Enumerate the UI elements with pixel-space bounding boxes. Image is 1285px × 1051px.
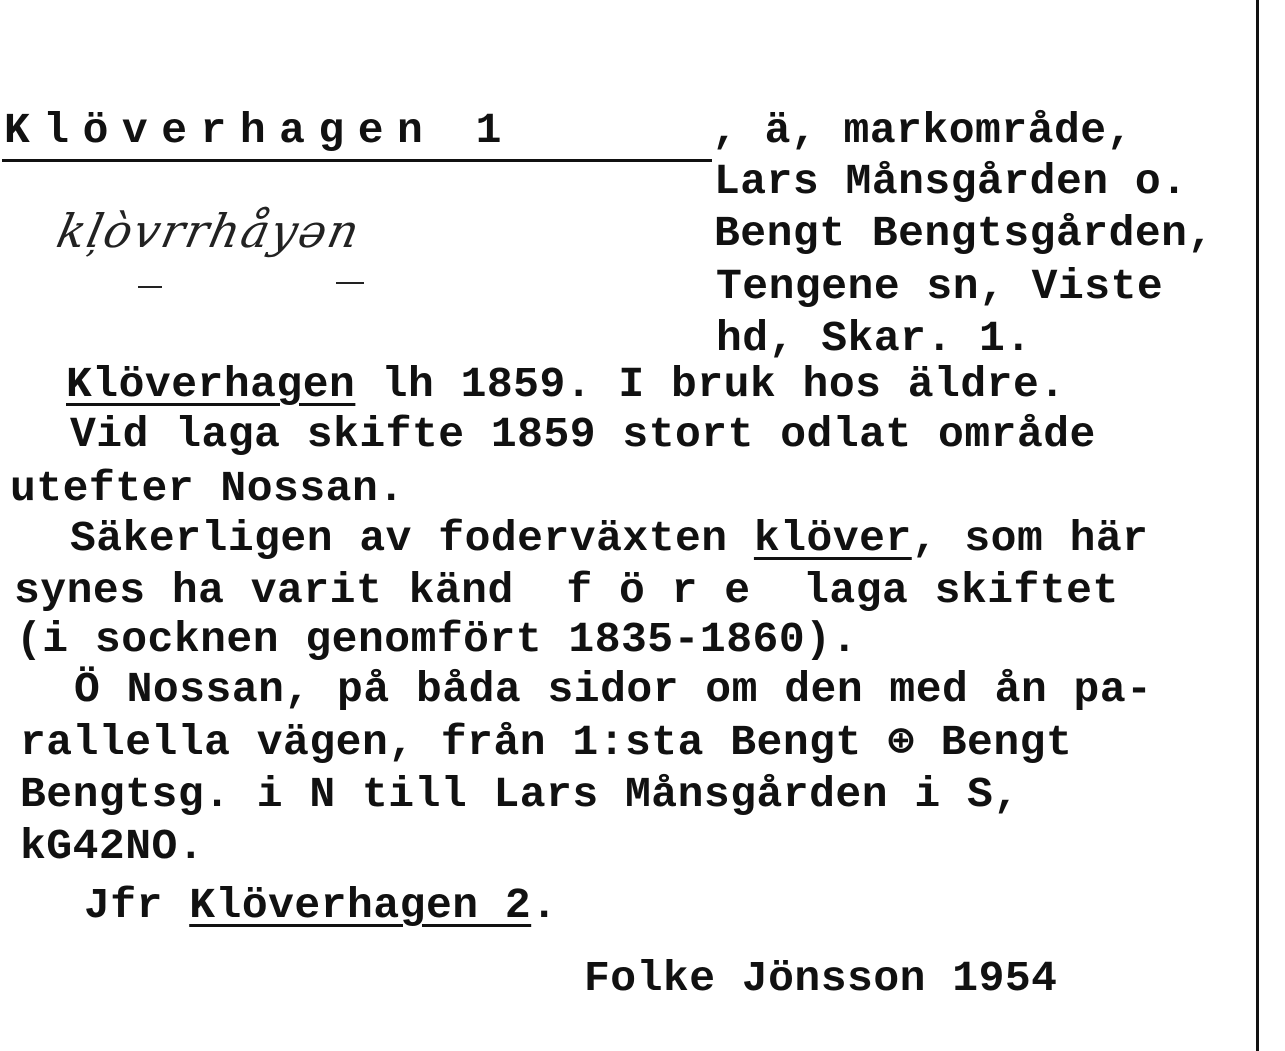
address-line-2: Bengt Bengtsgården, bbox=[714, 209, 1214, 258]
handwritten-stress-mark-1 bbox=[138, 286, 162, 288]
body-line-7 bbox=[74, 665, 1152, 715]
body-line-3 bbox=[10, 464, 405, 514]
address-line-3: Tengene sn, Viste bbox=[716, 262, 1164, 311]
body-text: lh 1859. I bruk hos äldre. bbox=[355, 360, 1066, 409]
heading-suffix: , ä, markområde, bbox=[712, 106, 1133, 155]
handwritten-pronunciation: kļòvrrhåyən bbox=[52, 204, 366, 258]
body-text: rallella vägen, från 1:sta Bengt ⊕ Bengt bbox=[20, 718, 1073, 767]
body-text: utefter Nossan. bbox=[10, 464, 405, 513]
body-text: kG42NO. bbox=[20, 822, 205, 871]
body-text: , som här bbox=[911, 514, 1149, 563]
signature: Folke Jönsson 1954 bbox=[584, 954, 1058, 1003]
body-text: Ö Nossan, på båda sidor om den med ån pa- bbox=[74, 665, 1153, 714]
body-line-8 bbox=[20, 718, 1072, 768]
body-text: Säkerligen av foderväxten bbox=[70, 514, 754, 563]
body-line-6 bbox=[16, 615, 858, 665]
body-text: Bengtsg. i N till Lars Månsgården i S, bbox=[20, 770, 1020, 819]
body-line-9 bbox=[20, 770, 1020, 820]
body-line-4 bbox=[70, 514, 1149, 564]
body-text: . bbox=[531, 881, 558, 930]
body-text: (i socknen genomfört 1835-1860). bbox=[16, 615, 858, 664]
card-edge-line bbox=[1256, 0, 1259, 1051]
underlined-place-name: klöver bbox=[753, 514, 912, 563]
body-line-1 bbox=[66, 360, 1066, 410]
body-line-2 bbox=[70, 410, 1096, 460]
body-text: Jfr bbox=[84, 881, 190, 930]
handwritten-stress-mark-2 bbox=[336, 282, 364, 284]
body-line-10 bbox=[20, 822, 204, 872]
underlined-place-name: Klöverhagen 2 bbox=[189, 881, 532, 930]
heading-underline bbox=[2, 159, 712, 162]
underlined-place-name: Klöverhagen bbox=[66, 360, 356, 409]
address-line-1: Lars Månsgården o. bbox=[714, 157, 1188, 206]
body-line-11 bbox=[84, 881, 558, 931]
address-line-4: hd, Skar. 1. bbox=[716, 314, 1032, 363]
entry-heading: Klöverhagen 1 bbox=[4, 106, 515, 155]
body-text: synes ha varit känd f ö r e laga skiftet bbox=[14, 566, 1119, 615]
body-line-5 bbox=[14, 566, 1119, 616]
body-text: Vid laga skifte 1859 stort odlat område bbox=[70, 410, 1096, 459]
